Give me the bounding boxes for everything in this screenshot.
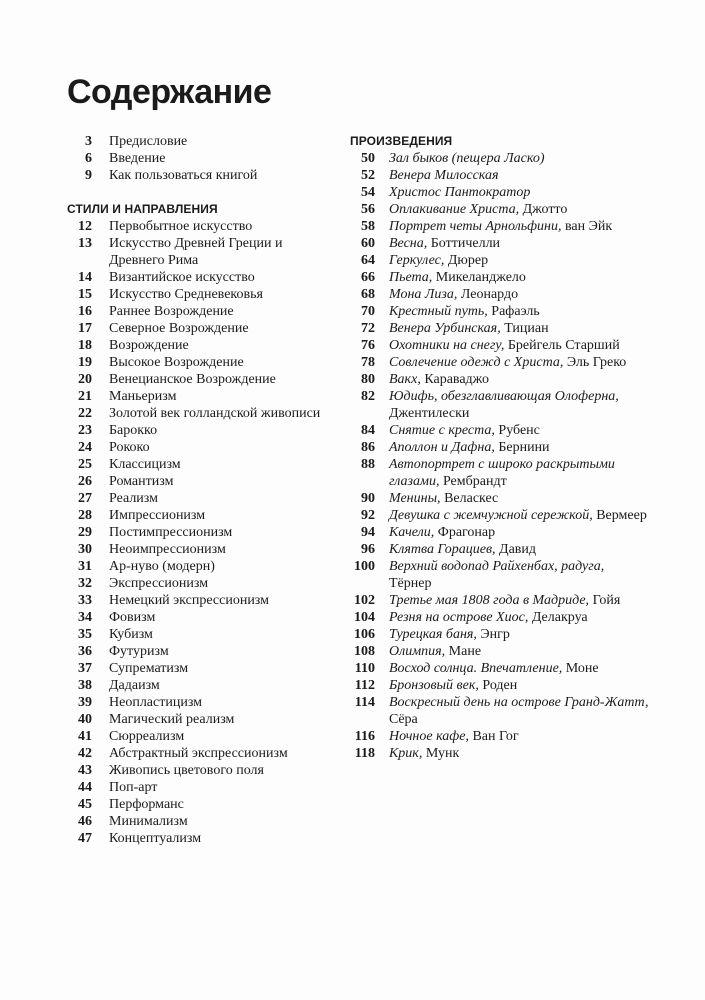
entry-title: Немецкий экспрессионизм [109, 593, 270, 608]
page-number: 12 [78, 219, 92, 234]
entry-title: Живопись цветового поля [109, 763, 264, 778]
entry-title: Первобытное искусство [109, 219, 253, 234]
page-number: 104 [354, 610, 375, 625]
toc-entry[interactable] [350, 371, 650, 388]
entry-title: Ар-нуво (модерн) [109, 559, 215, 574]
entry-text [375, 252, 650, 269]
page-number: 28 [78, 508, 92, 523]
entry-title: Концептуализм [109, 831, 202, 846]
toc-entry[interactable] [67, 235, 322, 269]
entry-title: Искусство Средневековья [109, 287, 263, 302]
works-list [350, 150, 650, 762]
page-number: 19 [78, 355, 92, 370]
artist-name: Рубенс [498, 423, 540, 438]
page-number: 25 [78, 457, 92, 472]
artist-name: Боттичелли [430, 236, 501, 251]
entry-title: Неопластицизм [109, 695, 203, 710]
artist-name: Джентилески [389, 406, 470, 421]
toc-entry[interactable] [350, 643, 650, 660]
entry-text [375, 660, 650, 677]
toc-entry[interactable] [350, 728, 650, 745]
entry-title: Искусство Древней Греции и Древнего Рима [109, 236, 283, 268]
artwork-title: Венера Милосская [389, 168, 499, 183]
toc-entry[interactable] [350, 167, 650, 184]
entry-title: Как пользоваться книгой [109, 168, 258, 183]
toc-entry[interactable] [67, 388, 322, 405]
page-number: 60 [361, 236, 375, 251]
artwork-title: Снятие с креста, [389, 423, 495, 438]
toc-entry[interactable] [67, 320, 322, 337]
page-number: 58 [361, 219, 375, 234]
page-number: 26 [78, 474, 92, 489]
page-number: 46 [78, 814, 92, 829]
page-number: 9 [85, 168, 92, 183]
page-number: 30 [78, 542, 92, 557]
entry-text [375, 524, 650, 541]
toc-left-column [67, 133, 322, 847]
toc-entry[interactable] [67, 405, 322, 422]
page-number: 80 [361, 372, 375, 387]
page-number: 20 [78, 372, 92, 387]
artwork-title: Менины, [389, 491, 441, 506]
artist-name: Дюрер [447, 253, 489, 268]
artwork-title: Турецкая баня, [389, 627, 477, 642]
artist-name: Микеланджело [435, 270, 526, 285]
entry-title: Реализм [109, 491, 158, 506]
entry-title: Введение [109, 151, 166, 166]
page-number: 96 [361, 542, 375, 557]
entry-text [375, 643, 650, 660]
page-number: 39 [78, 695, 92, 710]
entry-text [375, 745, 650, 762]
page-number: 27 [78, 491, 92, 506]
page-number: 92 [361, 508, 375, 523]
toc-entry[interactable] [350, 490, 650, 507]
page-number: 17 [78, 321, 92, 336]
page-number: 50 [361, 151, 375, 166]
entry-text [375, 507, 650, 524]
page-number: 116 [354, 729, 375, 744]
artwork-title: Крестный путь, [389, 304, 488, 319]
page-number: 100 [354, 559, 375, 574]
toc-entry[interactable] [350, 422, 650, 439]
toc-entry[interactable] [350, 286, 650, 303]
entry-title: Золотой век голландской живописи [109, 406, 321, 421]
artwork-title: Третье мая 1808 года в Мадриде, [389, 593, 590, 608]
entry-text [375, 201, 650, 218]
page-number: 64 [361, 253, 375, 268]
toc-entry[interactable] [350, 303, 650, 320]
page-number: 84 [361, 423, 375, 438]
page-number: 110 [354, 661, 375, 676]
artist-name: Давид [499, 542, 537, 557]
toc-entry[interactable] [67, 694, 322, 711]
artist-name: Моне [565, 661, 599, 676]
page-number: 112 [354, 678, 375, 693]
artwork-title: Геркулес, [389, 253, 445, 268]
entry-text [375, 677, 650, 694]
artist-name: Вермеер [596, 508, 647, 523]
toc-entry[interactable] [67, 813, 322, 830]
toc-entry[interactable] [350, 150, 650, 167]
entry-text [375, 456, 650, 490]
toc-entry[interactable] [350, 354, 650, 371]
page-number: 72 [361, 321, 375, 336]
entry-title: Раннее Возрождение [109, 304, 234, 319]
works-section-heading: ПРОИЗВЕДЕНИЯ [350, 134, 453, 148]
styles-section-heading: СТИЛИ И НАПРАВЛЕНИЯ [67, 202, 218, 216]
artist-name: Ван Гог [472, 729, 519, 744]
page-number: 29 [78, 525, 92, 540]
toc-entry[interactable] [67, 524, 322, 541]
page-number: 86 [361, 440, 375, 455]
artwork-title: Клятва Горациев, [389, 542, 496, 557]
toc-entry[interactable] [67, 337, 322, 354]
toc-entry[interactable] [350, 337, 650, 354]
page-number: 22 [78, 406, 92, 421]
artwork-title: Качели, [389, 525, 435, 540]
page-number: 88 [361, 457, 375, 472]
toc-entry[interactable] [350, 201, 650, 218]
artwork-title: Венера Урбинская, [389, 321, 501, 336]
entry-title: Предисловие [109, 134, 188, 149]
page-number: 15 [78, 287, 92, 302]
toc-entry[interactable] [350, 218, 650, 235]
artwork-title: Христос Пантократор [389, 185, 531, 200]
artist-name: Брейгель Старший [507, 338, 620, 353]
page-number: 78 [361, 355, 375, 370]
toc-entry[interactable] [67, 456, 322, 473]
page-number: 35 [78, 627, 92, 642]
entry-title: Магический реализм [109, 712, 235, 727]
artwork-title: Охотники на снегу, [389, 338, 505, 353]
page-number: 90 [361, 491, 375, 506]
toc-entry[interactable] [350, 388, 650, 422]
toc-right-column [350, 133, 650, 762]
entry-title: Рококо [109, 440, 150, 455]
artwork-title: Оплакивание Христа, [389, 202, 520, 217]
page-number: 106 [354, 627, 375, 642]
page-number: 36 [78, 644, 92, 659]
artwork-title: Пьета, [389, 270, 433, 285]
artwork-title: Весна, [389, 236, 428, 251]
entry-text [375, 422, 650, 439]
page-number: 38 [78, 678, 92, 693]
page-title: Содержание [67, 73, 272, 111]
artist-name: Рембрандт [442, 474, 507, 489]
artist-name: Джотто [522, 202, 568, 217]
entry-title: Венецианское Возрождение [109, 372, 276, 387]
artwork-title: Юдифь, обезглавливающая Олоферна, [389, 389, 619, 404]
toc-entry[interactable] [67, 626, 322, 643]
toc-entry[interactable] [350, 541, 650, 558]
entry-text [375, 320, 650, 337]
artist-name: Гойя [592, 593, 621, 608]
toc-entry[interactable] [67, 133, 322, 150]
entry-title: Минимализм [109, 814, 188, 829]
artist-name: ван Эйк [564, 219, 613, 234]
page-number: 6 [85, 151, 92, 166]
entry-text [375, 728, 650, 745]
page-number: 70 [361, 304, 375, 319]
toc-entry[interactable] [67, 167, 322, 184]
page-number: 37 [78, 661, 92, 676]
toc-entry[interactable] [67, 711, 322, 728]
entry-text [375, 541, 650, 558]
toc-entry[interactable] [350, 745, 650, 762]
page-number: 45 [78, 797, 92, 812]
page-number: 52 [361, 168, 375, 183]
artwork-title: Совлечение одежд с Христа, [389, 355, 564, 370]
entry-text [375, 354, 650, 371]
toc-entry[interactable] [67, 473, 322, 490]
page-number: 76 [361, 338, 375, 353]
entry-title: Высокое Возрождение [109, 355, 244, 370]
artwork-title: Восход солнца. Впечатление, [389, 661, 563, 676]
page-number: 44 [78, 780, 92, 795]
toc-entry[interactable] [67, 303, 322, 320]
toc-entry[interactable] [350, 677, 650, 694]
artist-name: Роден [482, 678, 518, 693]
entry-title: Северное Возрождение [109, 321, 249, 336]
entry-text [375, 218, 650, 235]
artist-name: Тёрнер [389, 576, 432, 591]
artist-name: Мунк [425, 746, 460, 761]
page-number: 66 [361, 270, 375, 285]
artwork-title: Аполлон и Дафна, [389, 440, 495, 455]
toc-entry[interactable] [67, 354, 322, 371]
page-number: 56 [361, 202, 375, 217]
entry-title: Неоимпрессионизм [109, 542, 226, 557]
entry-text [375, 558, 650, 592]
artist-name: Бернини [498, 440, 550, 455]
toc-entry[interactable] [350, 507, 650, 524]
toc-entry[interactable] [67, 371, 322, 388]
page-number: 43 [78, 763, 92, 778]
page-number: 54 [361, 185, 375, 200]
entry-text [375, 490, 650, 507]
entry-text [375, 609, 650, 626]
toc-entry[interactable] [350, 456, 650, 490]
entry-title: Поп-арт [109, 780, 158, 795]
artwork-title: Бронзовый век, [389, 678, 479, 693]
artist-name: Делакруа [531, 610, 588, 625]
toc-entry[interactable] [67, 439, 322, 456]
toc-entry[interactable] [350, 524, 650, 541]
intro-list [67, 133, 322, 184]
toc-entry[interactable] [350, 694, 650, 728]
entry-title: Перформанс [109, 797, 184, 812]
entry-text [375, 388, 650, 422]
page-number: 13 [78, 236, 92, 251]
artist-name: Караваджо [424, 372, 489, 387]
toc-entry[interactable] [350, 609, 650, 626]
page-number: 114 [354, 695, 375, 710]
entry-title: Постимпрессионизм [109, 525, 233, 540]
page-number: 47 [78, 831, 92, 846]
artwork-title: Резня на острове Хиос, [389, 610, 529, 625]
page-number: 82 [361, 389, 375, 404]
toc-entry[interactable] [67, 150, 322, 167]
entry-title: Дадаизм [109, 678, 160, 693]
entry-title: Возрождение [109, 338, 189, 353]
toc-entry[interactable] [67, 269, 322, 286]
styles-list [67, 218, 322, 847]
entry-text [375, 439, 650, 456]
artwork-title: Девушка с жемчужной сережкой, [389, 508, 593, 523]
page-number: 32 [78, 576, 92, 591]
page-number: 102 [354, 593, 375, 608]
toc-entry[interactable] [67, 796, 322, 813]
artist-name: Энгр [480, 627, 510, 642]
entry-text [375, 592, 650, 609]
artwork-title: Воскресный день на острове Гранд-Жатт, [389, 695, 649, 710]
entry-title: Маньеризм [109, 389, 177, 404]
entry-title: Абстрактный экспрессионизм [109, 746, 288, 761]
artwork-title: Вакх, [389, 372, 421, 387]
entry-text [375, 235, 650, 252]
toc-entry[interactable] [350, 184, 650, 201]
artist-name: Фрагонар [437, 525, 496, 540]
toc-entry[interactable] [350, 439, 650, 456]
toc-entry[interactable] [350, 558, 650, 592]
artwork-title: Ночное кафе, [389, 729, 469, 744]
entry-title: Футуризм [109, 644, 169, 659]
toc-entry[interactable] [67, 286, 322, 303]
page-number: 41 [78, 729, 92, 744]
artwork-title: Мона Лиза, [389, 287, 458, 302]
entry-text [375, 694, 650, 728]
toc-entry[interactable] [67, 422, 322, 439]
entry-title: Барокко [109, 423, 158, 438]
artist-name: Рафаэль [491, 304, 540, 319]
entry-title: Классицизм [109, 457, 181, 472]
toc-entry[interactable] [67, 218, 322, 235]
toc-entry[interactable] [67, 558, 322, 575]
toc-entry[interactable] [67, 541, 322, 558]
page-number: 94 [361, 525, 375, 540]
toc-entry[interactable] [67, 779, 322, 796]
toc-entry[interactable] [67, 677, 322, 694]
entry-title: Экспрессионизм [109, 576, 209, 591]
toc-entry[interactable] [350, 626, 650, 643]
page-number: 18 [78, 338, 92, 353]
entry-text [375, 286, 650, 303]
entry-title: Импрессионизм [109, 508, 206, 523]
entry-text [375, 184, 650, 201]
toc-entry[interactable] [67, 660, 322, 677]
page-number: 3 [85, 134, 92, 149]
toc-entry[interactable] [67, 728, 322, 745]
entry-text [375, 337, 650, 354]
entry-text [375, 167, 650, 184]
entry-text [375, 626, 650, 643]
artwork-title: Олимпия, [389, 644, 446, 659]
toc-entry[interactable] [67, 507, 322, 524]
toc-entry[interactable] [350, 320, 650, 337]
artist-name: Тициан [504, 321, 549, 336]
page-number: 118 [354, 746, 375, 761]
artwork-title: Верхний водопад Райхенбах, радуга, [389, 559, 605, 574]
entry-title: Сюрреализм [109, 729, 185, 744]
entry-title: Супрематизм [109, 661, 189, 676]
entry-title: Романтизм [109, 474, 174, 489]
entry-text [375, 269, 650, 286]
entry-title: Византийское искусство [109, 270, 255, 285]
page-number: 21 [78, 389, 92, 404]
page-number: 34 [78, 610, 92, 625]
entry-title: Кубизм [109, 627, 153, 642]
toc-entry[interactable] [67, 609, 322, 626]
toc-entry[interactable] [67, 490, 322, 507]
artwork-title: Автопортрет с широко раскрытыми глазами, [389, 457, 615, 489]
artwork-title: Портрет четы Арнольфини, [389, 219, 562, 234]
toc-entry[interactable] [67, 762, 322, 779]
artwork-title: Крик, [389, 746, 423, 761]
entry-title: Фовизм [109, 610, 156, 625]
toc-entry[interactable] [350, 252, 650, 269]
page-number: 33 [78, 593, 92, 608]
artist-name: Леонардо [460, 287, 519, 302]
toc-entry[interactable] [67, 745, 322, 762]
toc-entry[interactable] [350, 660, 650, 677]
page-number: 24 [78, 440, 92, 455]
artist-name: Мане [448, 644, 482, 659]
toc-entry[interactable] [350, 269, 650, 286]
artist-name: Сёра [389, 712, 418, 727]
artist-name: Веласкес [444, 491, 499, 506]
entry-text [375, 303, 650, 320]
toc-entry[interactable] [350, 235, 650, 252]
artwork-title: Зал быков (пещера Ласко) [389, 151, 545, 166]
toc-entry[interactable] [350, 592, 650, 609]
toc-entry[interactable] [67, 575, 322, 592]
toc-entry[interactable] [67, 643, 322, 660]
page-number: 108 [354, 644, 375, 659]
toc-entry[interactable] [67, 592, 322, 609]
entry-text [375, 150, 650, 167]
page-number: 40 [78, 712, 92, 727]
page-number: 23 [78, 423, 92, 438]
artist-name: Эль Греко [566, 355, 627, 370]
entry-text [375, 371, 650, 388]
page-number: 68 [361, 287, 375, 302]
page-number: 42 [78, 746, 92, 761]
toc-entry[interactable] [67, 830, 322, 847]
page-number: 16 [78, 304, 92, 319]
page-number: 14 [78, 270, 92, 285]
page-number: 31 [78, 559, 92, 574]
